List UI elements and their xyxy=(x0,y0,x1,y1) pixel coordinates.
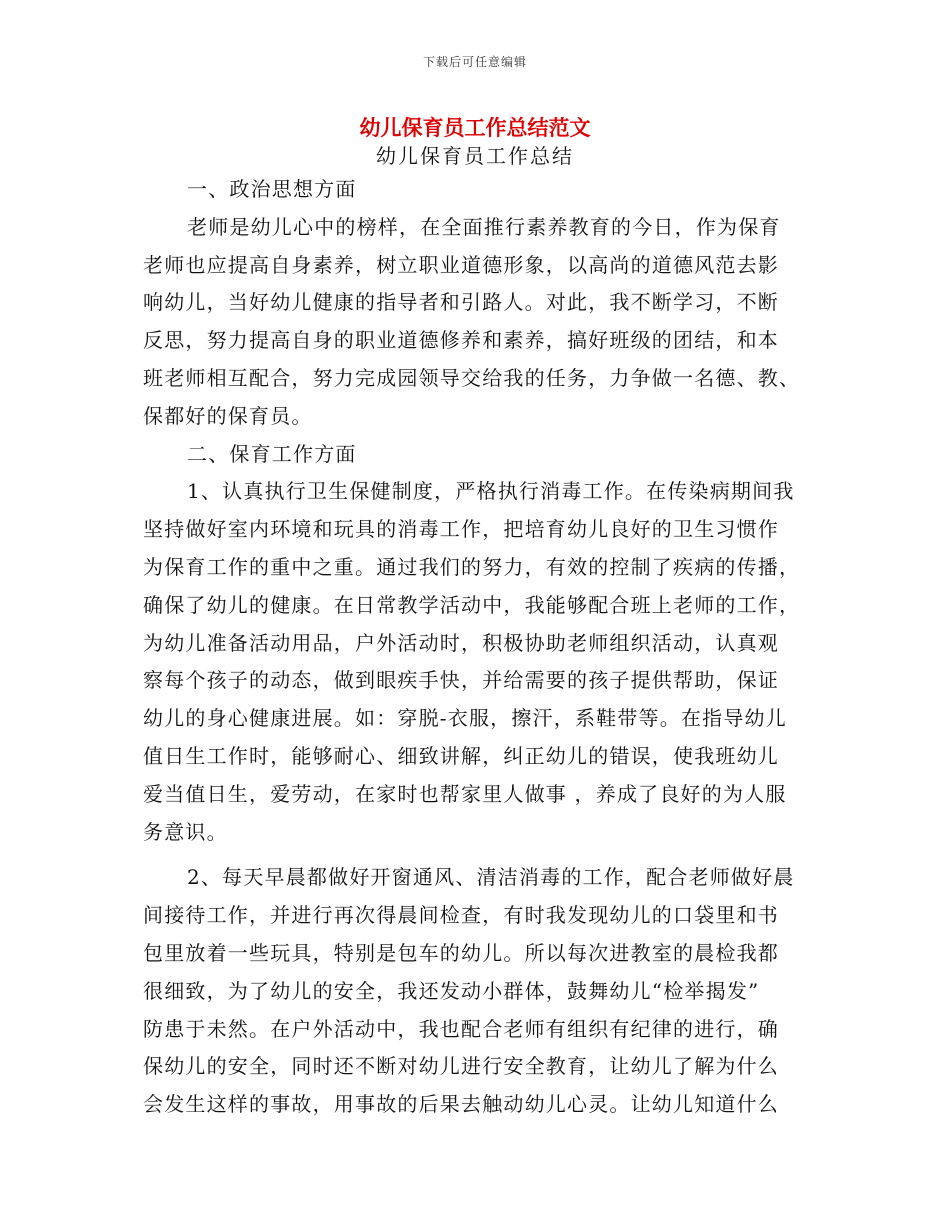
paragraph-line: 值日生工作时，能够耐心、细致讲解，纠正幼儿的错误，使我班幼儿 xyxy=(143,743,779,768)
document-body xyxy=(143,171,803,1124)
paragraph-line: 爱当值日生，爱劳动，在家时也帮家里人做事 ，养成了良好的为人服 xyxy=(143,781,787,806)
paragraph-line: 1、认真执行卫生保健制度，严格执行消毒工作。在传染病期间我 xyxy=(187,479,795,504)
section-heading-care: 二、保育工作方面 xyxy=(187,441,357,466)
paragraph-line: 为保育工作的重中之重。通过我们的努力，有效的控制了疾病的传播， xyxy=(143,554,801,579)
page-header-note: 下载后可任意编辑 xyxy=(422,55,527,69)
document-subtitle: 幼儿保育员工作总结 xyxy=(376,144,574,168)
paragraph-line: 为幼儿准备活动用品，户外活动时，积极协助老师组织活动，认真观 xyxy=(143,630,779,655)
document-title: 幼儿保育员工作总结范文 xyxy=(359,115,591,140)
paragraph-line: 幼儿的身心健康进展。如：穿脱-衣服，擦汗，系鞋带等。在指导幼儿 xyxy=(143,706,787,731)
paragraph-line: 确保了幼儿的健康。在日常教学活动中，我能够配合班上老师的工作， xyxy=(143,592,801,617)
paragraph-line: 反思，努力提高自身的职业道德修养和素养，搞好班级的团结，和本 xyxy=(143,328,779,353)
paragraph-line: 察每个孩子的动态，做到眼疾手快，并给需要的孩子提供帮助，保证 xyxy=(143,668,779,693)
paragraph-line: 响幼儿，当好幼儿健康的指导者和引路人。对此，我不断学习，不断 xyxy=(143,290,779,315)
paragraph-line: 务意识。 xyxy=(143,819,228,844)
paragraph-line: 2、每天早晨都做好开窗通风、清洁消毒的工作，配合老师做好晨 xyxy=(187,865,795,890)
paragraph-line: 间接待工作，并进行再次得晨间检查，有时我发现幼儿的口袋里和书 xyxy=(143,903,779,928)
paragraph-line: 老师也应提高自身素养，树立职业道德形象，以高尚的道德风范去影 xyxy=(143,252,779,277)
paragraph-line: 坚持做好室内环境和玩具的消毒工作，把培育幼儿良好的卫生习惯作 xyxy=(143,517,779,542)
section-heading-political: 一、政治思想方面 xyxy=(187,177,357,201)
paragraph-line: 很细致，为了幼儿的安全，我还发动小群体，鼓舞幼儿“检举揭发” xyxy=(143,978,760,1003)
paragraph-line: 班老师相互配合，努力完成园领导交给我的任务，力争做一名德、教、 xyxy=(143,365,801,390)
paragraph-line: 保幼儿的安全，同时还不断对幼儿进行安全教育，让幼儿了解为什么 xyxy=(143,1054,779,1079)
paragraph-line: 会发生这样的事故，用事故的后果去触动幼儿心灵。让幼儿知道什么 xyxy=(143,1092,779,1117)
paragraph-line: 包里放着一些玩具，特别是包车的幼儿。所以每次进教室的晨检我都 xyxy=(143,940,779,965)
paragraph-line: 老师是幼儿心中的榜样，在全面推行素养教育的今日，作为保育 xyxy=(187,214,781,239)
paragraph-line: 保都好的保育员。 xyxy=(143,403,313,428)
paragraph-line: 防患于未然。在户外活动中，我也配合老师有组织有纪律的进行，确 xyxy=(143,1016,779,1041)
